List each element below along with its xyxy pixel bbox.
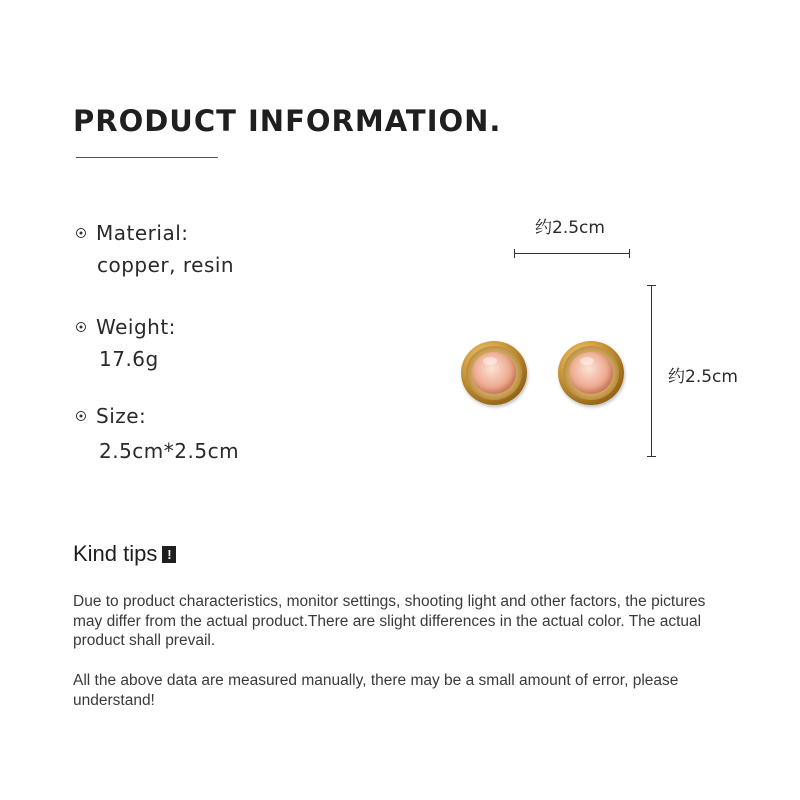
width-dimension-line	[514, 253, 630, 254]
width-dimension-label: 约2.5cm	[535, 218, 605, 238]
bullet-icon	[76, 322, 86, 332]
kind-tips-heading	[73, 541, 176, 567]
spec-value: 17.6g	[99, 347, 159, 371]
spec-label: Size:	[96, 404, 147, 428]
spec-label: Material:	[96, 221, 189, 245]
tips-paragraph-1: Due to product characteristics, monitor settings, shooting light and other factors, the pictures may differ from the actual product.There are slight differences in the actual color. The actual product shall prevail.	[73, 593, 706, 649]
page-title: PRODUCT INFORMATION.	[73, 104, 502, 138]
earring-left-image	[461, 341, 527, 405]
tips-paragraph-2: All the above data are measured manually, there may be a small amount of error, please understand!	[73, 672, 679, 709]
spec-label: Weight:	[96, 315, 176, 339]
spec-value: 2.5cm*2.5cm	[99, 439, 240, 463]
spec-size	[76, 404, 239, 463]
height-dimension-tick-top	[647, 285, 656, 286]
exclamation-icon: !	[162, 546, 176, 563]
width-dimension-tick-left	[514, 249, 515, 258]
spec-weight	[76, 315, 176, 371]
bullet-icon	[76, 228, 86, 238]
earring-right-image	[558, 341, 624, 405]
height-dimension-label: 约2.5cm	[668, 367, 738, 387]
height-dimension-line	[651, 285, 652, 457]
spec-value: copper, resin	[97, 253, 235, 277]
bullet-icon	[76, 411, 86, 421]
width-dimension-tick-right	[629, 249, 630, 258]
kind-tips-title: Kind tips	[73, 541, 158, 566]
title-underline	[76, 157, 218, 158]
spec-material	[76, 221, 234, 277]
height-dimension-tick-bottom	[647, 456, 656, 457]
